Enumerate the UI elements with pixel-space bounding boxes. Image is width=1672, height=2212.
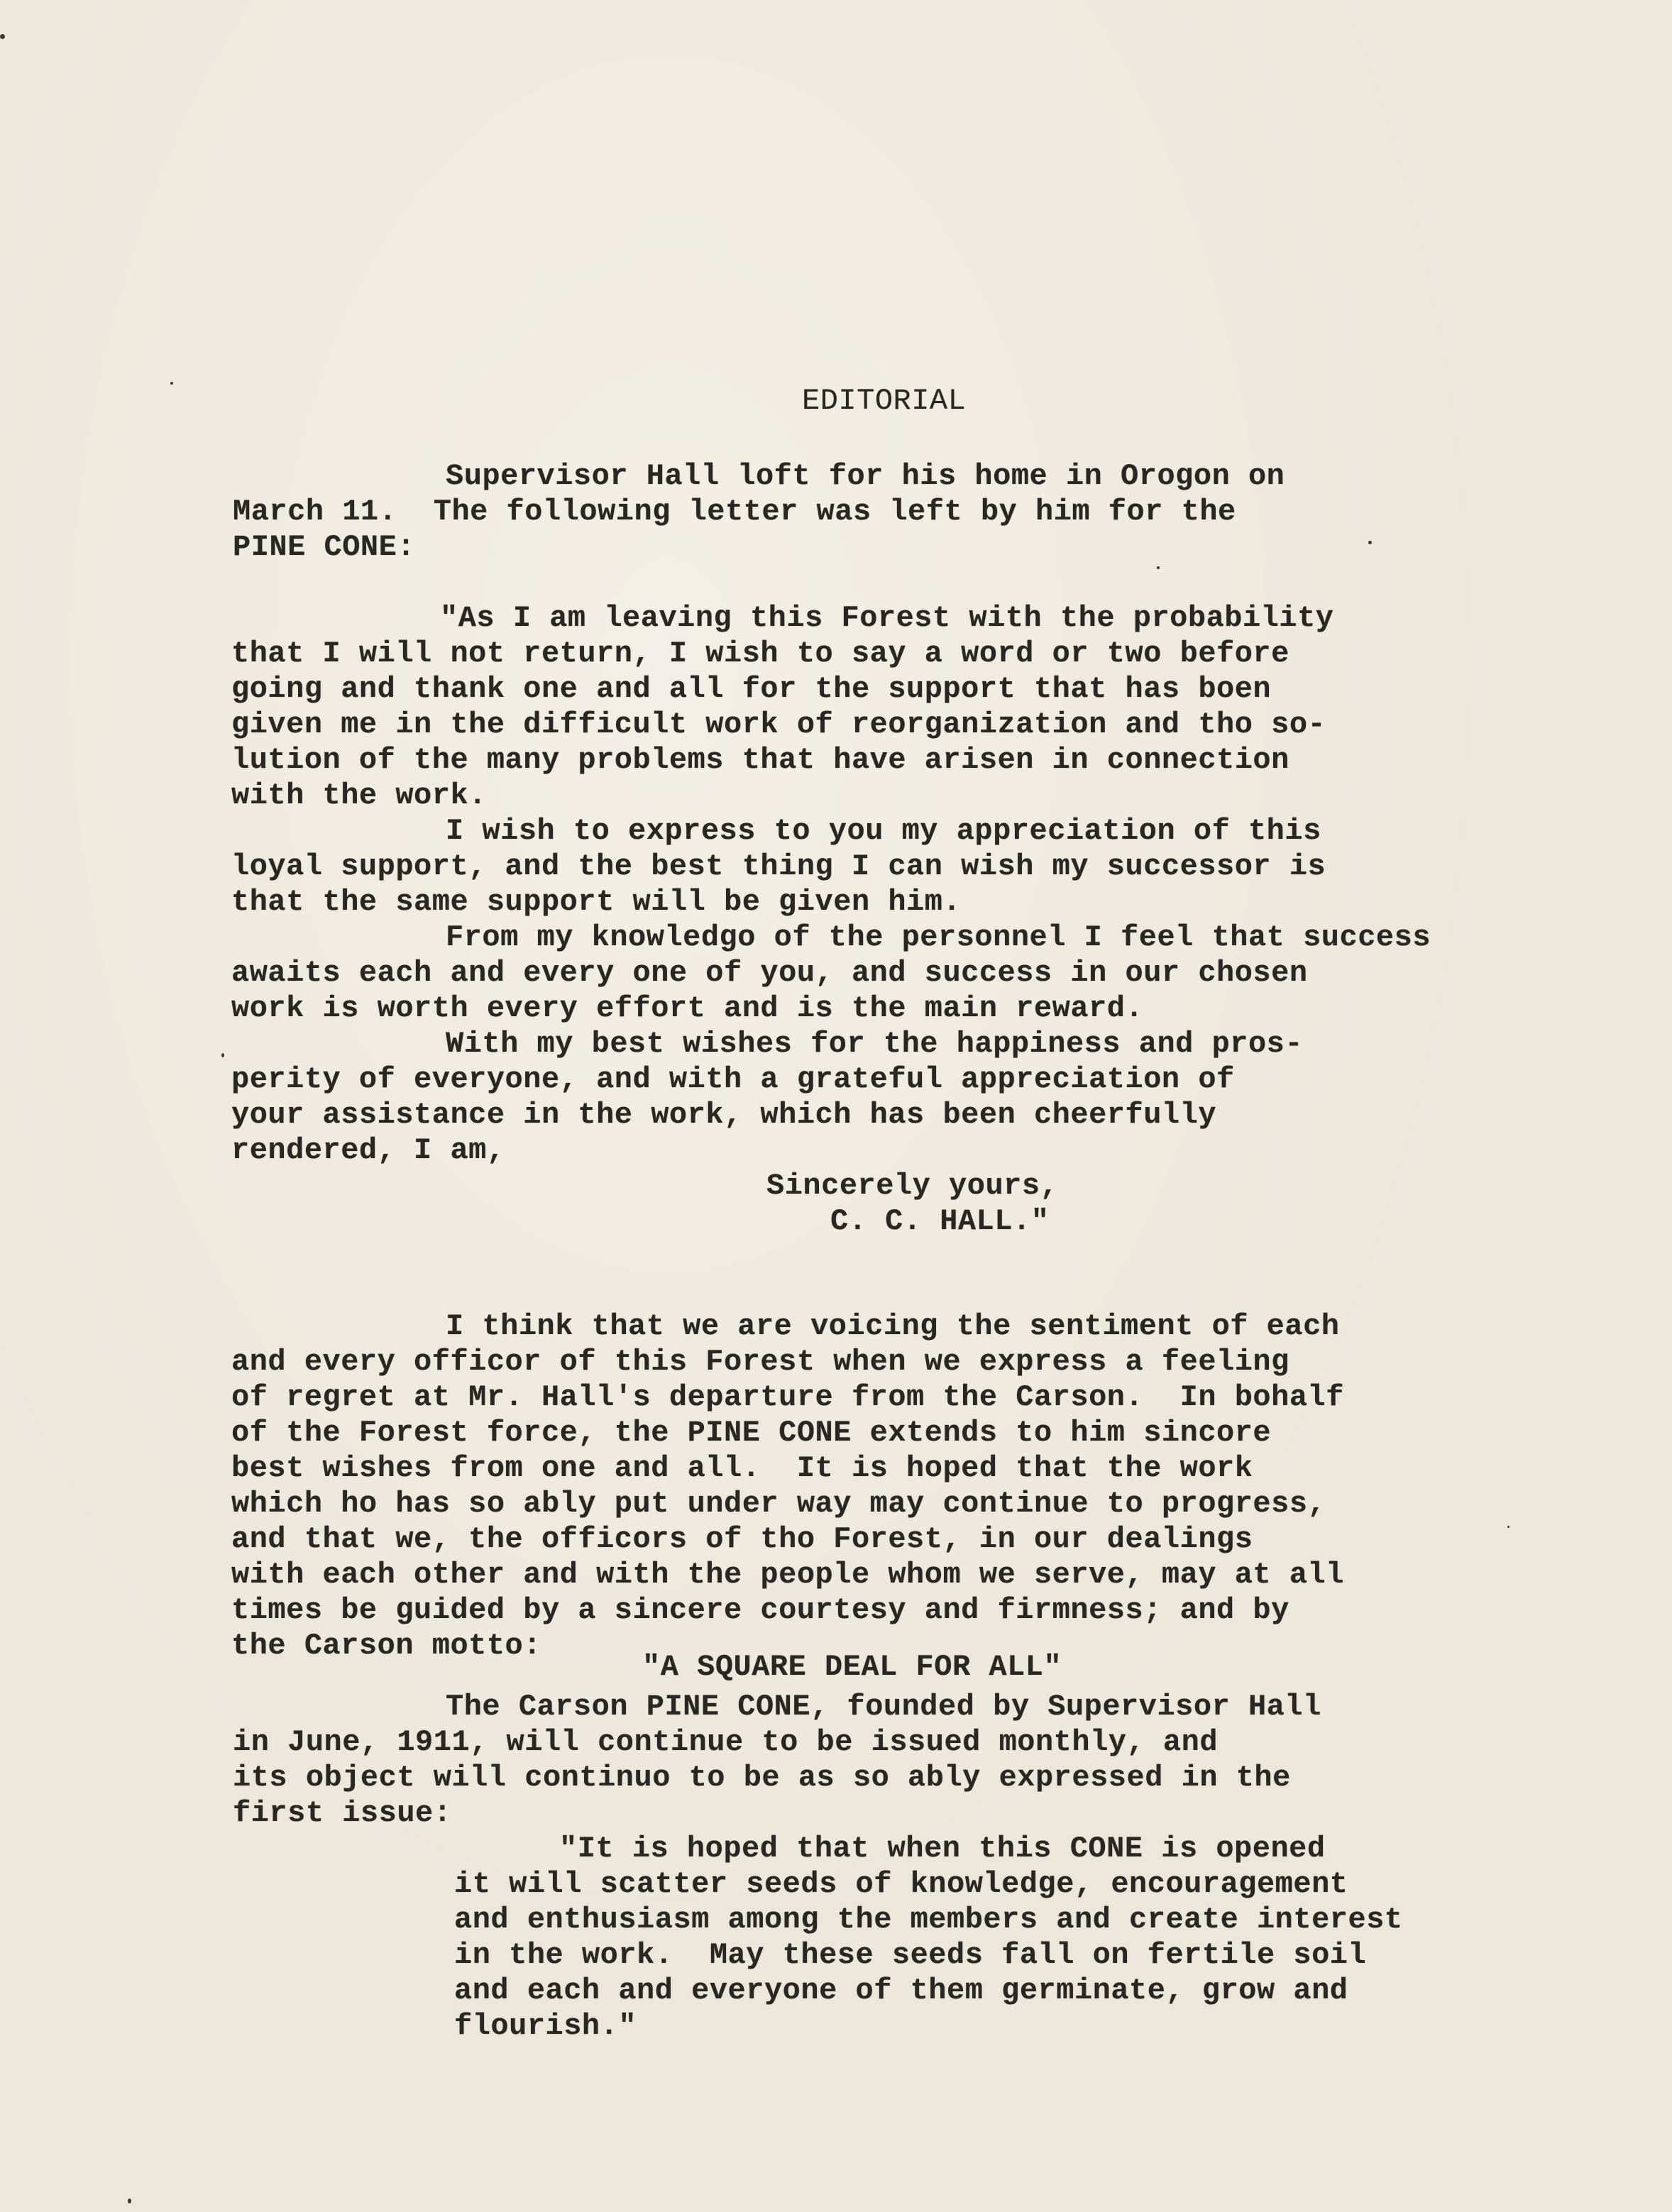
continuation-line: The Carson PINE CONE, founded by Supervisor Hall (446, 1690, 1321, 1724)
editorial-line: I think that we are voicing the sentiment of each (446, 1309, 1340, 1343)
paper-speck (128, 2199, 131, 2203)
letter-line: From my knowledgo of the personnel I feel that success (446, 920, 1431, 954)
letter-line: "As I am leaving this Forest with the probability (440, 601, 1334, 635)
carson-motto: "A SQUARE DEAL FOR ALL" (642, 1650, 1062, 1684)
quote-line: flourish." (454, 2009, 637, 2043)
editorial-line: and every officor of this Forest when we express a feeling (231, 1345, 1289, 1379)
editorial-line: which ho has so ably put under way may continue to progress, (231, 1487, 1326, 1521)
quote-line: in the work. May these seeds fall on fertile soil (454, 1938, 1367, 1972)
editorial-line: best wishes from one and all. It is hoped that the work (231, 1451, 1253, 1485)
letter-line: rendered, I am, (231, 1133, 505, 1167)
intro-line: PINE CONE: (233, 530, 416, 564)
quote-line: it will scatter seeds of knowledge, encouragement (454, 1867, 1348, 1901)
intro-line: March 11. The following letter was left by him for the (233, 495, 1236, 529)
letter-line: perity of everyone, and with a grateful appreciation of (231, 1062, 1235, 1096)
letter-line: with the work. (231, 778, 487, 813)
letter-line: I wish to express to you my appreciation of this (446, 814, 1321, 848)
letter-closing: Sincerely yours, (766, 1169, 1059, 1203)
editorial-title: EDITORIAL (802, 384, 967, 418)
editorial-line: times be guided by a sincere courtesy and firmness; and by (231, 1593, 1289, 1627)
quote-line: and each and everyone of them germinate, grow and (454, 1974, 1348, 2008)
letter-line: that I will not return, I wish to say a word or two before (231, 637, 1289, 671)
continuation-line: first issue: (233, 1796, 452, 1830)
paper-speck (1507, 1526, 1509, 1528)
paper-speck (1157, 566, 1160, 569)
intro-line: Supervisor Hall loft for his home in Orogon on (446, 459, 1285, 493)
quote-line: "It is hoped that when this CONE is opened (559, 1832, 1326, 1866)
editorial-line: and that we, the officors of tho Forest, in our dealings (231, 1522, 1253, 1556)
paper-speck (0, 34, 5, 39)
letter-line: given me in the difficult work of reorganization and tho so- (231, 708, 1326, 742)
quote-line: and enthusiasm among the members and create interest (454, 1903, 1403, 1937)
editorial-line: the Carson motto: (231, 1629, 541, 1663)
letter-line: loyal support, and the best thing I can wish my successor is (231, 849, 1326, 884)
paper-speck (1368, 541, 1372, 544)
continuation-line: its object will continuo to be as so ably expressed in the (233, 1761, 1291, 1795)
letter-line: your assistance in the work, which has been cheerfully (231, 1098, 1217, 1132)
editorial-line: with each other and with the people whom we serve, may at all (231, 1558, 1344, 1592)
letter-line: awaits each and every one of you, and success in our chosen (231, 956, 1308, 990)
continuation-line: in June, 1911, will continue to be issued monthly, and (233, 1725, 1219, 1759)
editorial-line: of regret at Mr. Hall's departure from the Carson. In bohalf (231, 1380, 1344, 1414)
letter-signature: C. C. HALL." (830, 1204, 1050, 1238)
letter-line: lution of the many problems that have arisen in connection (231, 743, 1289, 777)
editorial-line: of the Forest force, the PINE CONE extends to him sincore (231, 1416, 1272, 1450)
letter-line: With my best wishes for the happiness and pros- (446, 1027, 1304, 1061)
letter-line: that the same support will be given him. (231, 885, 962, 919)
paper-speck (170, 382, 173, 385)
paper-speck (221, 1053, 224, 1057)
letter-line: work is worth every effort and is the main reward. (231, 991, 1144, 1025)
letter-line: going and thank one and all for the support that has boen (231, 672, 1272, 706)
